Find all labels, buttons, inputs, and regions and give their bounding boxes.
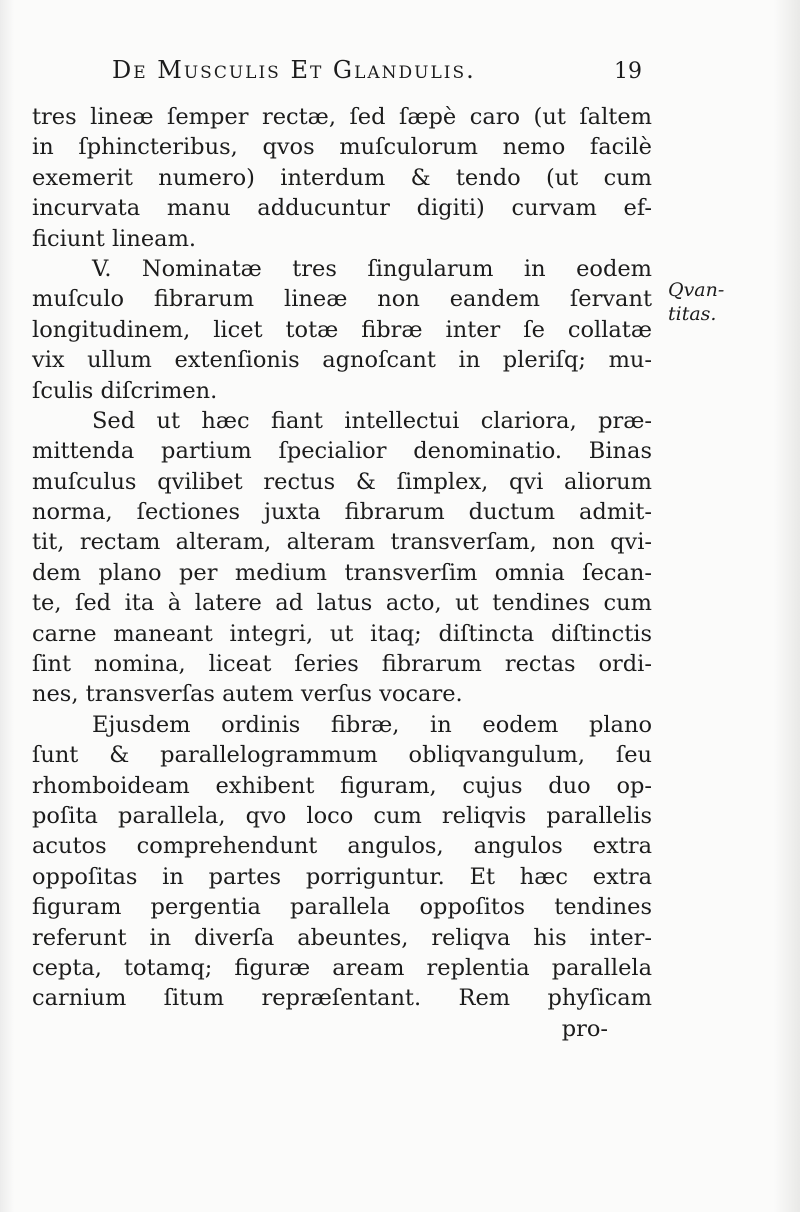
text-line: V. Nominatæ tres ſingularum in eodem <box>92 255 652 282</box>
text-line: referunt in diverſa abeuntes, reliqva his inter- <box>32 924 652 951</box>
page-right-shadow <box>774 0 800 1212</box>
text-line: cepta, totamq; figuræ aream replentia parallela <box>32 954 652 981</box>
text-line: mittenda partium ſpecialior denominatio. Binas <box>32 438 652 465</box>
text-line: exemerit numero) interdum & tendo (ut cum <box>32 164 652 191</box>
text-line: te, ſed ita à latere ad latus acto, ut tendines cum <box>32 590 652 617</box>
text-line: rhomboideam exhibent figuram, cujus duo op- <box>32 772 652 799</box>
text-line: ſint nomina, liceat ſeries fibrarum rectas ordi- <box>32 651 652 678</box>
text-line: nes, transverſas autem verſus vocare. <box>32 681 463 708</box>
text-line: carne maneant integri, ut itaq; diſtincta diſtinctis <box>32 620 652 647</box>
page-left-shadow <box>0 0 14 1212</box>
text-line: muſculus qvilibet rectus & ſimplex, qvi aliorum <box>32 468 652 495</box>
body-text <box>32 102 652 1044</box>
text-line: figuram pergentia parallela oppoſitos tendines <box>32 894 652 921</box>
text-line: tres lineæ ſemper rectæ, ſed ſæpè caro (ut ſaltem <box>32 104 652 130</box>
page-number: 19 <box>614 59 642 84</box>
text-line: dem plano per medium transverſim omnia ſecan- <box>32 559 652 586</box>
text-line: poſita parallela, qvo loco cum reliqvis parallelis <box>32 802 652 829</box>
text-line: Ejusdem ordinis fibræ, in eodem plano <box>92 711 652 738</box>
text-line: in ſphincteribus, qvos muſculorum nemo facilè <box>32 134 652 161</box>
catchword: pro- <box>561 1015 608 1042</box>
text-line: Sed ut hæc fiant intellectui clariora, præ- <box>92 407 652 434</box>
text-line: tit, rectam alteram, alteram transverſam, non qvi- <box>32 529 652 556</box>
text-line: ficiunt lineam. <box>32 225 197 252</box>
text-line: acutos comprehendunt angulos, angulos extra <box>32 833 652 860</box>
text-line: oppoſitas in partes porriguntur. Et hæc extra <box>32 863 652 890</box>
text-line: incurvata manu adducuntur digiti) curvam ef- <box>32 195 652 222</box>
text-line: longitudinem, licet totæ fibræ inter ſe collatæ <box>32 316 652 343</box>
text-line: carnium ſitum repræſentant. Rem phyſicam <box>32 985 652 1012</box>
running-head-title: De Musculis Et Glandulis. <box>112 56 476 84</box>
margin-note-line: Qvan- <box>668 279 725 301</box>
text-line: ſunt & parallelogrammum obliqvangulum, ſeu <box>32 742 652 769</box>
text-line: vix ullum extenſionis agnoſcant in pleriſq; mu- <box>32 347 652 374</box>
margin-note-line: titas. <box>668 303 717 325</box>
text-line: norma, ſectiones juxta fibrarum ductum admit- <box>32 499 652 526</box>
running-head <box>112 56 642 92</box>
text-line: muſculo fibrarum lineæ non eandem ſervant <box>32 286 652 313</box>
margin-note <box>668 278 788 326</box>
text-line: ſculis diſcrimen. <box>32 377 218 404</box>
